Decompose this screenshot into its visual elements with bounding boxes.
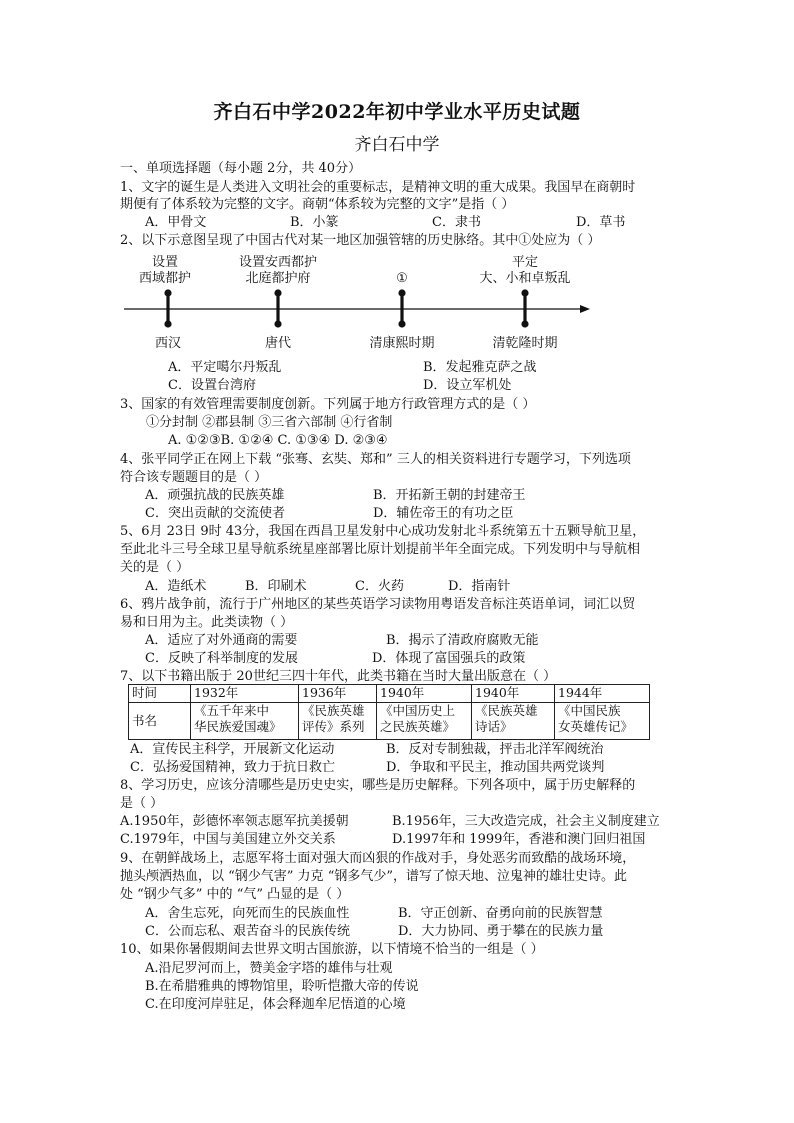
q7-option-d: D．争取和平民主，推动国共两党谈判 [386, 760, 605, 775]
q9-option-d: D．大力协同、勇于攀在的民族力量 [398, 924, 604, 939]
book-title-line: 之民族英雄》 [380, 719, 456, 734]
q4-stem-line1: 4、张平同学正在网上下载 “张骞、玄奘、郑和” 三人的相关资料进行专题学习，下列选项 [120, 452, 631, 467]
q1-stem-line1: 1、文字的诞生是人类进入文明社会的重要标志，是精神文明的重大成果。我国早在商朝时 [120, 180, 636, 195]
table-cell: 1936年 [299, 685, 377, 703]
q5-option-c: C．火药 [355, 579, 404, 594]
timeline-top-label-3: ① [396, 271, 408, 286]
book-title-line: 评传》系列 [302, 719, 365, 734]
table-row [129, 703, 650, 740]
q7-book-table [128, 684, 650, 740]
q9-stem-line2: 抛头颅洒热血，以 “钢少气害” 力克 “钢多气少”，谱写了惊天地、泣鬼神的雄壮史诗。此 [120, 869, 627, 884]
q4-option-c: C．突出贡献的交流使者 [145, 506, 285, 521]
q2-option-a: A．平定噶尔丹叛乱 [168, 360, 282, 375]
timeline-top-label-4b: 大、小和卓叛乱 [479, 271, 571, 286]
q6-option-a: A．适应了对外通商的需要 [145, 633, 298, 648]
timeline-top-label-4a: 平定 [511, 255, 538, 270]
q1-option-d: D．草书 [576, 215, 626, 230]
section-heading: 一、单项选择题（每小题 2分，共 40分） [120, 161, 362, 176]
q8-stem-line1: 8、学习历史，应该分清哪些是历史史实，哪些是历史解释。下列各项中，属于历史解释的 [120, 778, 636, 793]
q9-option-c: C．公而忘私、艰苦奋斗的民族传统 [145, 924, 350, 939]
q6-option-b: B．揭示了清政府腐败无能 [386, 633, 539, 648]
book-title-line: 《五千年来中 [194, 703, 270, 718]
q10-option-b: B.在希腊雅典的博物馆里，聆听恺撒大帝的传说 [145, 979, 419, 994]
q8-stem-line2: 是（ ） [120, 796, 164, 811]
timeline-bottom-label-4: 清乾隆时期 [492, 336, 558, 351]
q9-stem-line1: 9、在朝鲜战场上，志愿军将士面对强大而凶狠的作战对手，身处恶劣而致酷的战场环境， [120, 851, 636, 866]
q1-option-c: C．隶书 [432, 215, 481, 230]
q5-stem-line2: 至此北斗三号全球卫星导航系统星座部署比原计划提前半年全面完成。下列发明中与导航相 [120, 542, 641, 557]
q3-options: A. ①②③B. ①②④ C. ①③④ D. ②③④ [168, 433, 388, 448]
q6-option-d: D．体现了富国强兵的政策 [372, 651, 526, 666]
q9-option-a: A．舍生忘死，向死而生的民族血性 [145, 906, 350, 921]
q1-stem-line2: 期便有了体系较为完整的文字。商朝“体系较为完整的文字”是指（ ） [120, 197, 515, 212]
timeline-bottom-label-3: 清康熙时期 [369, 336, 435, 351]
q4-option-a: A．顽强抗战的民族英雄 [145, 488, 285, 503]
table-cell: 书名 [129, 703, 191, 740]
q6-stem-line2: 易和日用为主。此类读物（ ） [120, 615, 294, 630]
q6-option-c: C．反映了科举制度的发展 [145, 651, 298, 666]
q4-option-d: D．辅佐帝王的有功之臣 [373, 506, 514, 521]
table-cell [377, 703, 472, 740]
q8-option-d: D.1997年和 1999年，香港和澳门回归祖国 [392, 832, 646, 847]
book-title-line: 诗话》 [475, 719, 513, 734]
timeline-top-label-2b: 北庭都护府 [245, 271, 311, 286]
table-cell [555, 703, 650, 740]
q4-stem-line2: 符合该专题题目的是（ ） [120, 470, 268, 485]
book-title-line: 《中国民族 [558, 703, 621, 718]
q5-stem-line1: 5、6月 23日 9时 43分，我国在西昌卫星发射中心成功发射北斗系统第五十五颗导航卫星， [120, 524, 646, 539]
table-cell: 1944年 [555, 685, 650, 703]
table-cell [191, 703, 299, 740]
table-cell: 时间 [129, 685, 191, 703]
q8-option-b: B.1956年，三大改造完成，社会主义制度建立 [392, 814, 660, 829]
book-title-line: 《民族英雄 [302, 703, 365, 718]
table-cell: 1940年 [472, 685, 555, 703]
table-cell: 1940年 [377, 685, 472, 703]
q10-option-a: A.沿尼罗河而上，赞美金字塔的雄伟与壮观 [145, 961, 393, 976]
timeline-top-label-1b: 西域都护 [138, 271, 191, 286]
q7-option-c: C．弘扬爱国精神，致力于抗日救亡 [130, 760, 335, 775]
table-header-row [129, 685, 650, 703]
q2-option-c: C．设置台湾府 [168, 378, 256, 393]
q3-items: ①分封制 ②郡县制 ③三省六部制 ④行省制 [146, 415, 393, 430]
book-title-line: 《民族英雄 [475, 703, 538, 718]
q1-option-b: B．小篆 [290, 215, 339, 230]
table-cell [299, 703, 377, 740]
timeline-top-label-2a: 设置安西都护 [238, 255, 317, 270]
q4-option-b: B．开拓新王朝的封建帝王 [373, 488, 526, 503]
q3-stem: 3、国家的有效管理需要制度创新。下列属于地方行政管理方式的是（ ） [120, 397, 536, 412]
q2-option-d: D．设立军机处 [423, 378, 512, 393]
timeline-arrow-icon [580, 305, 590, 313]
q2-stem: 2、以下示意图呈现了中国古代对某一地区加强管辖的历史脉络。其中①处应为（ ） [120, 233, 601, 248]
q8-option-a: A.1950年，彭德怀率领志愿军抗美援朝 [120, 814, 349, 829]
q5-stem-line3: 关的是（ ） [120, 560, 190, 575]
timeline-bottom-label-2: 唐代 [264, 336, 291, 351]
school-name: 齐白石中学 [354, 135, 440, 155]
q6-stem-line1: 6、鸦片战争前，流行于广州地区的某些英语学习读物用粤语发音标注英语单词，词汇以贸 [120, 597, 636, 612]
q7-option-b: B．反对专制独裁，抨击北洋军阀统治 [386, 742, 604, 757]
timeline-bottom-label-1: 西汉 [154, 336, 181, 351]
q10-stem: 10、如果你暑假期间去世界文明古国旅游，以下情境不恰当的一组是（ ） [120, 942, 544, 957]
q7-option-a: A．宣传民主科学，开展新文化运动 [130, 742, 335, 757]
book-title-line: 女英雄传记》 [558, 719, 634, 734]
q5-option-a: A．造纸术 [145, 579, 207, 594]
q5-option-b: B．印刷术 [245, 579, 307, 594]
book-title-line: 《中国历史上 [380, 703, 456, 718]
q7-stem: 7、以下书籍出版于 20世纪三四十年代，此类书籍在当时大量出版意在（ ） [120, 669, 557, 684]
timeline-graphic [120, 252, 600, 337]
q9-option-b: B．守正创新、奋勇向前的民族智慧 [398, 906, 603, 921]
q5-option-d: D．指南针 [448, 579, 511, 594]
book-title-line: 华民族爱国魂》 [194, 719, 282, 734]
exam-title: 齐白石中学2022年初中学业水平历史试题 [213, 101, 581, 123]
q8-option-c: C.1979年，中国与美国建立外交关系 [120, 832, 336, 847]
q9-stem-line3: 处 “钢少气多” 中的 “气” 凸显的是（ ） [120, 887, 350, 902]
q1-option-a: A．甲骨文 [145, 215, 207, 230]
table-cell: 1932年 [191, 685, 299, 703]
timeline-top-label-1a: 设置 [151, 255, 178, 270]
table-cell [472, 703, 555, 740]
q10-option-c: C.在印度河岸驻足，体会释迦牟尼悟道的心境 [145, 997, 406, 1012]
q2-option-b: B．发起雅克萨之战 [423, 360, 537, 375]
